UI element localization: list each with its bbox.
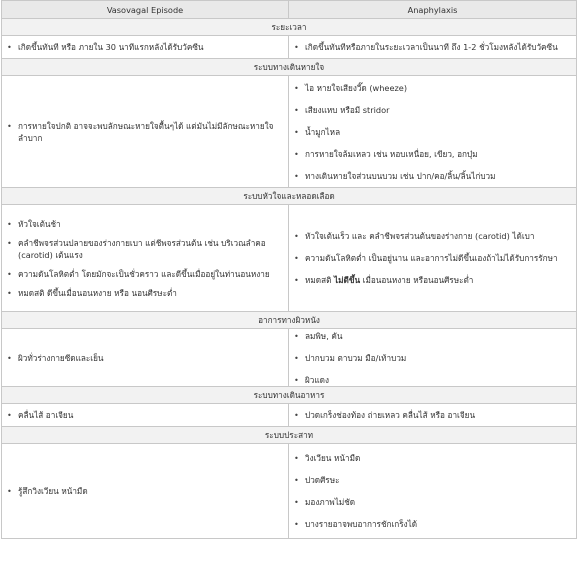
list-item: • ลมพิษ, คัน xyxy=(305,330,576,342)
list-item: • ปวดเกร็งช่องท้อง ถ่ายเหลว คลื่นไส้ หรือ อาเจียน xyxy=(305,409,576,421)
list-item: • บางรายอาจพบอาการชักเกร็งได้ xyxy=(305,518,576,530)
list-item: • หัวใจเต้นช้า xyxy=(18,218,288,230)
section-duration: ระยะเวลา xyxy=(2,19,577,36)
list-item: • รู้สึกวิงเวียน หน้ามืด xyxy=(18,485,288,497)
list-item: • การหายใจล้มเหลว เช่น หอบเหนื่อย, เขียว, อกบุ๋ม xyxy=(305,148,576,160)
cell-skin-anaphylaxis xyxy=(289,329,577,387)
list-item: • เกิดขึ้นทันที หรือ ภายใน 30 นาทีแรกหลังได้รับวัคซีน xyxy=(18,41,288,53)
list-item: • หัวใจเต้นเร็ว และ คลำชีพจรส่วนต้นของร่างกาย (carotid) ได้เบา xyxy=(305,230,576,242)
cell-respiratory-vasovagal xyxy=(2,76,289,188)
emphasis-text: ไม่ดีขึ้น xyxy=(334,275,361,285)
comparison-table xyxy=(1,0,577,539)
cell-nervous-vasovagal xyxy=(2,444,289,539)
list-item: • ความดันโลหิตต่ำ เป็นอยู่นาน และอาการไม่ดีขึ้นเองถ้าไม่ได้รับการรักษา xyxy=(305,252,576,264)
cell-cardiovascular-anaphylaxis xyxy=(289,205,577,312)
list-item: • ไอ หายใจเสียงวี๊ด (wheeze) xyxy=(305,82,576,94)
section-respiratory: ระบบทางเดินหายใจ xyxy=(2,59,577,76)
cell-duration-anaphylaxis xyxy=(289,36,577,59)
list-item: • น้ำมูกไหล xyxy=(305,126,576,138)
list-item: • หมดสติ ไม่ดีขึ้น เมื่อนอนหงาย หรือนอนศีรษะต่ำ xyxy=(305,274,576,286)
list-item: • ผิวแดง xyxy=(305,374,576,386)
list-item: • คลื่นไส้ อาเจียน xyxy=(18,409,288,421)
list-item: • เสียงแหบ หรือมี stridor xyxy=(305,104,576,116)
section-cardiovascular: ระบบหัวใจและหลอดเลือด xyxy=(2,188,577,205)
list-item: • หมดสติ ดีขึ้นเมื่อนอนหงาย หรือ นอนศีรษะต่ำ xyxy=(18,287,288,299)
cell-gi-vasovagal xyxy=(2,404,289,427)
header-vasovagal: Vasovagal Episode xyxy=(2,1,289,19)
cell-respiratory-anaphylaxis xyxy=(289,76,577,188)
cell-nervous-anaphylaxis xyxy=(289,444,577,539)
list-item: • ปวดศีรษะ xyxy=(305,474,576,486)
section-gastrointestinal: ระบบทางเดินอาหาร xyxy=(2,387,577,404)
list-item: • เกิดขึ้นทันทีหรือภายในระยะเวลาเป็นนาที ถึง 1-2 ชั่วโมงหลังได้รับวัคซีน xyxy=(305,41,576,53)
cell-duration-vasovagal xyxy=(2,36,289,59)
list-item: • ความดันโลหิตต่ำ โดยมักจะเป็นชั่วคราว และดีขึ้นเมื่ออยู่ในท่านอนหงาย xyxy=(18,268,288,280)
list-item: • วิงเวียน หน้ามืด xyxy=(305,452,576,464)
section-skin: อาการทางผิวหนัง xyxy=(2,312,577,329)
header-anaphylaxis: Anaphylaxis xyxy=(289,1,577,19)
list-item: • การหายใจปกติ อาจจะพบลักษณะหายใจตื้นๆได้ แต่มันไม่มีลักษณะหายใจลำบาก xyxy=(18,120,288,144)
cell-cardiovascular-vasovagal xyxy=(2,205,289,312)
cell-skin-vasovagal xyxy=(2,329,289,387)
section-nervous: ระบบประสาท xyxy=(2,427,577,444)
list-item: • มองภาพไม่ชัด xyxy=(305,496,576,508)
list-item: • คลำชีพจรส่วนปลายของร่างกายเบา แต่ชีพจรส่วนต้น เช่น บริเวณลำคอ (carotid) เต้นแรง xyxy=(18,237,288,261)
list-item: • ทางเดินหายใจส่วนบนบวม เช่น ปาก/คอ/ลิ้น/ลิ้นไก่บวม xyxy=(305,170,576,182)
list-item: • ปากบวม ตาบวม มือ/เท้าบวม xyxy=(305,352,576,364)
list-item: • ผิวทั่วร่างกายซีดและเย็น xyxy=(18,352,288,364)
cell-gi-anaphylaxis xyxy=(289,404,577,427)
